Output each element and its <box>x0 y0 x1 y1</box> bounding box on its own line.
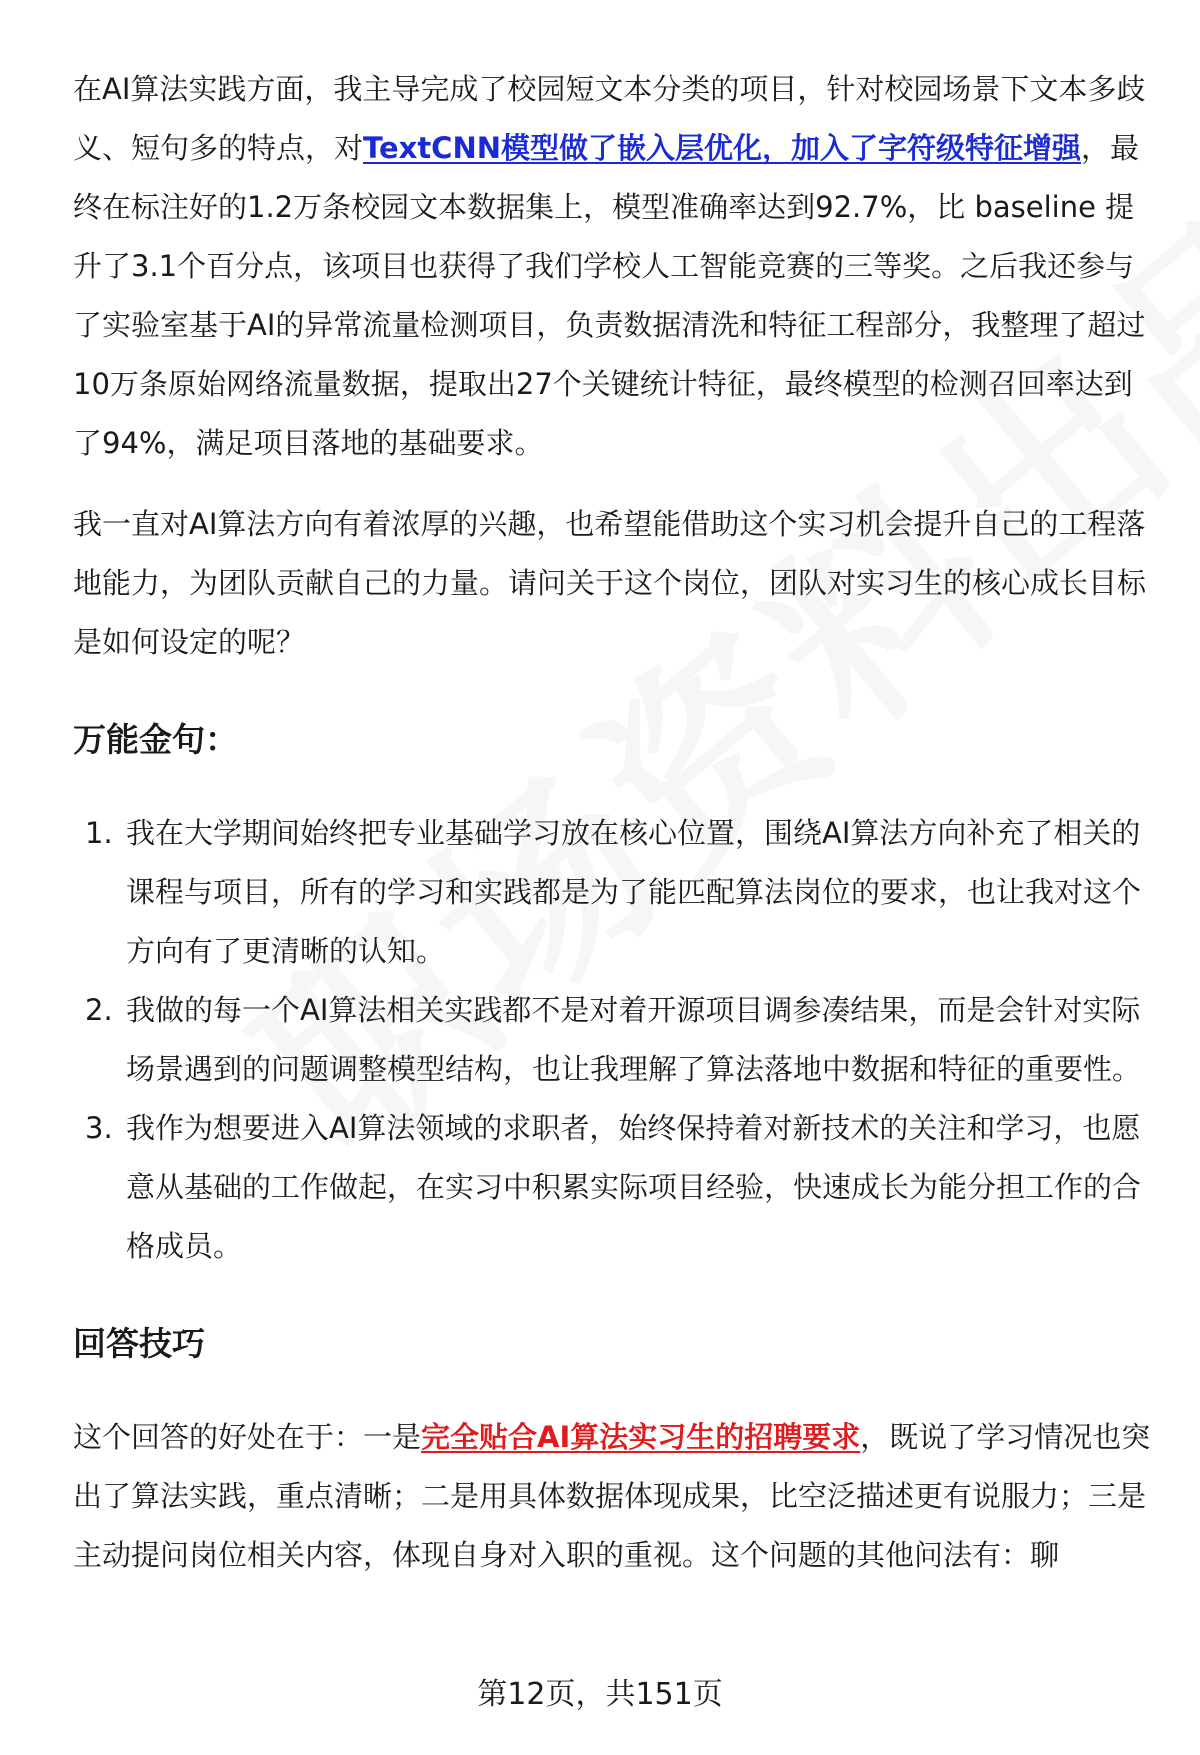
list-item <box>73 981 1153 1099</box>
highlight-requirements: 完全贴合AI算法实习生的招聘要求 <box>421 1420 861 1454</box>
paragraph-answer-tips <box>73 1408 1153 1585</box>
tips-after: ，既说了学习情况也突出了算法实践，重点清晰；二是用具体数据体现成果，比空泛描述更有说服力；三是主动提问岗位相关内容，体现自身对入职的重视。这个问题的其他问法有：聊 <box>73 1420 1151 1572</box>
paragraph1-after: ，最终在标注好的1.2万条校园文本数据集上，模型准确率达到92.7%，比 baseline 提升了3.1个百分点，该项目也获得了我们学校人工智能竞赛的三等奖。之后我还参与了实验室基于AI的异常流量检测项目，负责数据清洗和特征工程部分，我整理了超过10万条原始网络流量数据，提取出27个关键统计特征，最终模型的检测召回率达到了94%，满足项目落地的基础要求。 <box>73 131 1146 460</box>
list-item-number: 2. <box>85 993 113 1027</box>
list-item-text: 我做的每一个AI算法相关实践都不是对着开源项目调参凑结果，而是会针对实际场景遇到的问题调整模型结构，也让我理解了算法落地中数据和特征的重要性。 <box>126 993 1142 1086</box>
list-item-text: 我作为想要进入AI算法领域的求职者，始终保持着对新技术的关注和学习，也愿意从基础的工作做起，在实习中积累实际项目经验，快速成长为能分担工作的合格成员。 <box>126 1111 1142 1263</box>
golden-sentences-list <box>73 804 1153 1276</box>
list-item-number: 3. <box>85 1111 113 1145</box>
list-item <box>73 804 1153 981</box>
highlight-textcnn: TextCNN模型做了嵌入层优化，加入了字符级特征增强 <box>363 131 1082 165</box>
list-item-number: 1. <box>85 816 113 850</box>
page-number-footer: 第12页，共151页 <box>477 1677 723 1712</box>
paragraph-interest: 我一直对AI算法方向有着浓厚的兴趣，也希望能借助这个实习机会提升自己的工程落地能力，为团队贡献自己的力量。请问关于这个岗位，团队对实习生的核心成长目标是如何设定的呢？ <box>73 507 1147 659</box>
document-page <box>73 60 1153 1585</box>
list-item-text: 我在大学期间始终把专业基础学习放在核心位置，围绕AI算法方向补充了相关的课程与项目，所有的学习和实践都是为了能匹配算法岗位的要求，也让我对这个方向有了更清晰的认知。 <box>126 816 1142 968</box>
paragraph1-before: 在AI算法实践方面，我主导完成了校园短文本分类的项目，针对校园场景下文本多歧义、短句多的特点，对 <box>73 72 1146 165</box>
section-heading-answer-tips: 回答技巧 <box>73 1324 205 1363</box>
paragraph-ai-practice <box>73 60 1153 473</box>
list-item <box>73 1099 1153 1276</box>
tips-before: 这个回答的好处在于：一是 <box>73 1420 422 1454</box>
section-heading-golden-sentences: 万能金句： <box>73 720 238 759</box>
